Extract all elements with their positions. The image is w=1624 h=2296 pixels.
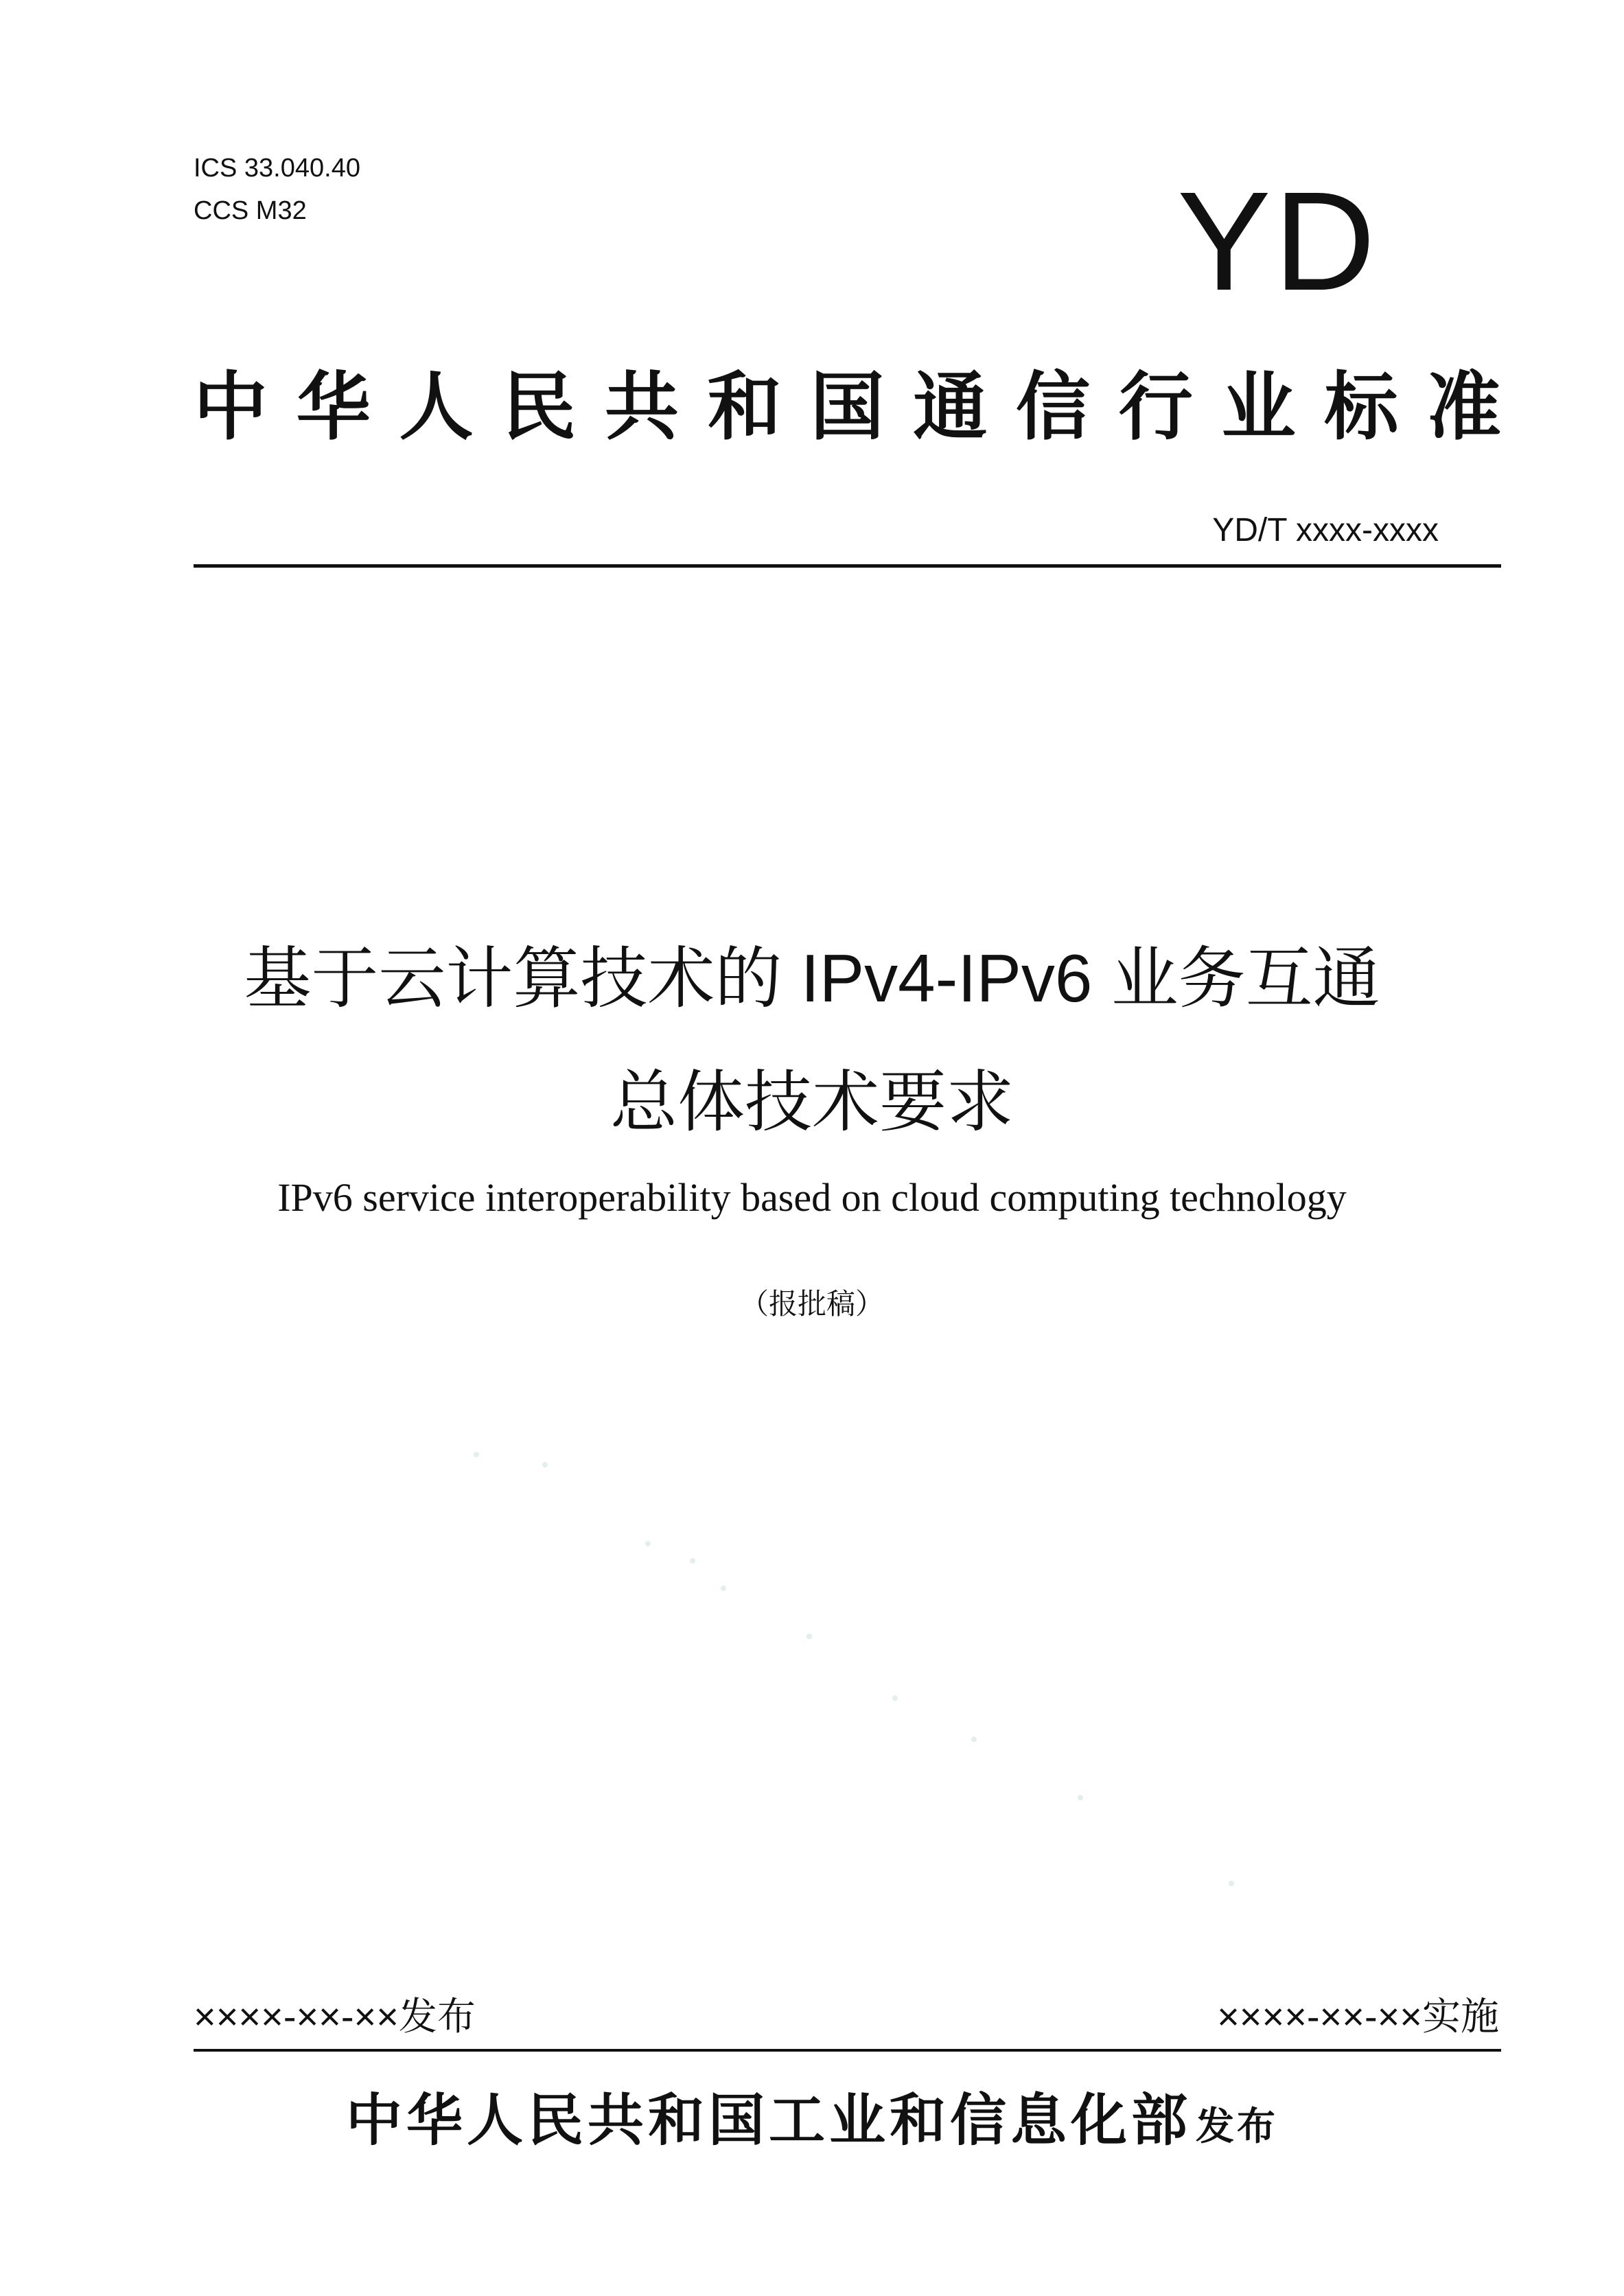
header-divider [194,564,1501,568]
publish-date: ××××-××-××发布 [194,1995,476,2038]
draft-status: （报批稿） [739,1289,884,1321]
publisher-row [0,2087,1624,2161]
ccs-code: CCS M32 [194,196,307,225]
implement-date: ××××-××-××实施 [1217,1995,1499,2038]
publisher-name: 中华人民共和国工业和信息化部 [345,2089,1192,2152]
standard-type-heading: 中华人民共和国通信行业标准 [194,365,1501,448]
document-title-line1: 基于云计算技术的 IPv4-IPv6 业务互通 [244,940,1380,1016]
yd-logo: YD [1177,163,1378,320]
document-title-english: IPv6 service interoperability based on cloud computing technology [277,1175,1347,1220]
publish-word: 发布 [1196,2104,1278,2148]
document-title-line2: 总体技术要求 [610,1064,1014,1139]
ics-code: ICS 33.040.40 [194,154,360,183]
standard-number: YD/T xxxx-xxxx [1212,512,1439,548]
footer-divider [194,2049,1501,2052]
